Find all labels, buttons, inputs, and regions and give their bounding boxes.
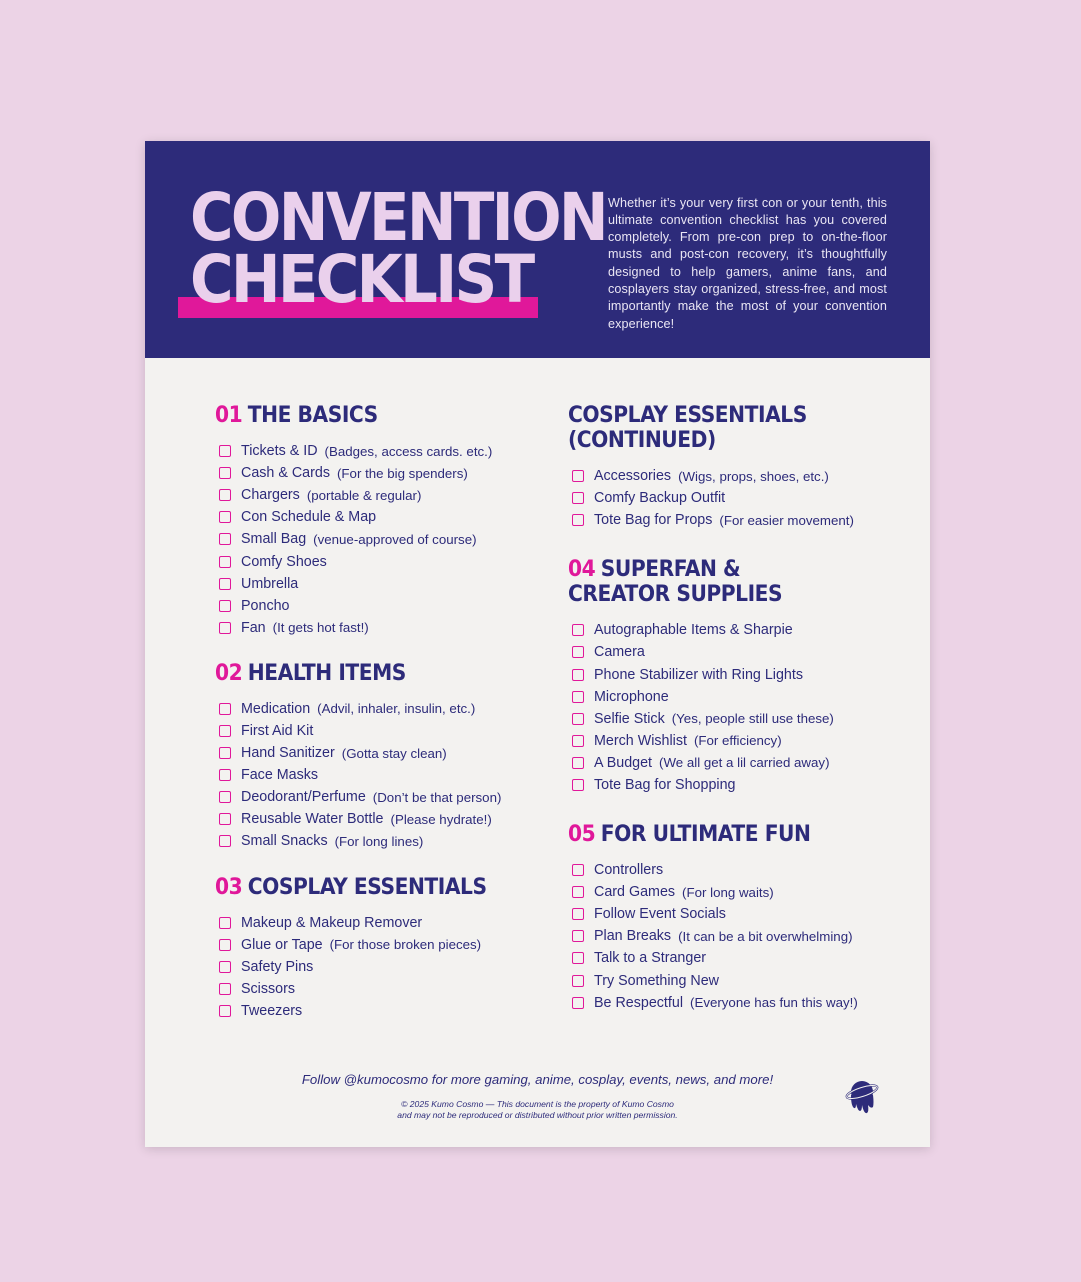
checkbox[interactable]	[219, 725, 231, 737]
section-fun	[568, 822, 908, 1014]
checklist-item	[568, 509, 908, 531]
checkbox[interactable]	[572, 997, 584, 1009]
checkbox[interactable]	[219, 467, 231, 479]
item-label: Small Snacks	[241, 833, 328, 850]
header-banner	[145, 141, 930, 358]
title-line-1: CONVENTION	[190, 179, 606, 256]
item-note: (It can be a bit overwhelming)	[678, 928, 853, 944]
checkbox[interactable]	[572, 886, 584, 898]
checklist	[215, 698, 555, 853]
checklist-item	[568, 947, 908, 969]
title-line-2: CHECKLIST	[190, 241, 533, 318]
checkbox[interactable]	[572, 952, 584, 964]
item-note: (Don’t be that person)	[372, 789, 502, 805]
item-note: (Advil, inhaler, insulin, etc.)	[317, 701, 476, 717]
item-label: Tickets & ID	[241, 443, 318, 460]
item-label: Fan	[241, 619, 266, 636]
checklist-item	[568, 903, 908, 925]
section-number: 02	[215, 660, 243, 686]
item-label: Card Games	[594, 884, 676, 901]
checklist-item	[215, 912, 555, 934]
checklist-item	[215, 720, 555, 742]
item-note: (portable & regular)	[306, 487, 422, 503]
item-label: Deodorant/Perfume	[241, 789, 366, 806]
item-note: (For efficiency)	[693, 733, 782, 749]
checkbox[interactable]	[572, 470, 584, 482]
item-note: (We all get a lil carried away)	[659, 755, 830, 771]
section-title-line-1: COSPLAY ESSENTIALS	[568, 403, 807, 428]
checklist-item	[215, 956, 555, 978]
checkbox[interactable]	[572, 492, 584, 504]
item-note: (For easier movement)	[719, 512, 854, 528]
checkbox[interactable]	[219, 703, 231, 715]
item-label: Merch Wishlist	[594, 732, 687, 749]
item-label: Comfy Shoes	[241, 553, 327, 570]
item-label: Chargers	[241, 487, 300, 504]
checklist-sheet	[145, 141, 930, 1147]
section-heading	[215, 875, 528, 900]
right-column	[568, 403, 908, 1032]
item-label: Tweezers	[241, 1002, 303, 1019]
checklist-item	[568, 752, 908, 774]
copyright-line-2: and may not be reproduced or distributed without prior written permission.	[397, 1109, 678, 1120]
checkbox[interactable]	[572, 975, 584, 987]
item-note: (Everyone has fun this way!)	[690, 995, 858, 1011]
section-title: THE BASICS	[247, 403, 378, 428]
checkbox[interactable]	[219, 961, 231, 973]
title-block	[178, 179, 606, 325]
intro-paragraph: Whether it’s your very first con or your tenth, this ultimate convention checklist has you covered completely. From pre-con prep to on-the-floor musts and post-con recovery, it’s thoughtfully designed to help gamers, anime fans, and cosplayers stay organized, stress-free, and most importantly make the most of your convention experience!	[608, 195, 887, 331]
checklist-item	[215, 506, 555, 528]
checkbox[interactable]	[219, 533, 231, 545]
section-heading	[568, 557, 881, 607]
item-label: Talk to a Stranger	[594, 950, 707, 967]
item-note: (It gets hot fast!)	[272, 620, 369, 636]
checklist-item	[568, 708, 908, 730]
checkbox[interactable]	[219, 600, 231, 612]
section-title-line-2: CREATOR SUPPLIES	[568, 582, 783, 608]
checklist-item	[215, 528, 555, 550]
checklist-item	[215, 595, 555, 617]
checklist-item	[215, 1000, 555, 1022]
checklist	[568, 619, 908, 796]
section-title-line-2: (CONTINUED)	[568, 428, 716, 453]
checklist-item	[215, 830, 555, 852]
checklist-item	[568, 663, 908, 685]
item-label: Scissors	[241, 980, 296, 997]
checkbox[interactable]	[572, 691, 584, 703]
section-number: 04	[568, 557, 596, 583]
checklist-item	[215, 484, 555, 506]
checklist-item	[568, 641, 908, 663]
item-label: Tote Bag for Shopping	[594, 776, 736, 793]
item-label: Cash & Cards	[241, 465, 330, 482]
section-title: COSPLAY ESSENTIALS	[247, 874, 487, 900]
checkbox[interactable]	[219, 578, 231, 590]
checklist-item	[568, 970, 908, 992]
item-label: Glue or Tape	[241, 936, 323, 953]
item-label: Makeup & Makeup Remover	[241, 914, 423, 931]
checklist-item	[215, 573, 555, 595]
checkbox[interactable]	[219, 1005, 231, 1017]
item-note: (Wigs, props, shoes, etc.)	[678, 468, 829, 484]
checklist	[568, 465, 908, 531]
item-label: A Budget	[594, 754, 653, 771]
footer-follow-text: Follow @kumocosmo for more gaming, anime, cosplay, events, news, and more!	[301, 1072, 774, 1087]
checkbox[interactable]	[572, 908, 584, 920]
item-label: Plan Breaks	[594, 928, 672, 945]
checkbox[interactable]	[572, 930, 584, 942]
item-label: Autographable Items & Sharpie	[594, 622, 793, 639]
section-basics	[215, 403, 555, 639]
checklist-item	[215, 934, 555, 956]
checklist-item	[215, 978, 555, 1000]
section-title: HEALTH ITEMS	[247, 660, 406, 686]
item-label: Con Schedule & Map	[241, 509, 377, 526]
checkbox[interactable]	[219, 511, 231, 523]
checklist-item	[215, 808, 555, 830]
copyright-line-1: © 2025 Kumo Cosmo — This document is the property of Kumo Cosmo	[401, 1099, 674, 1109]
left-column	[215, 403, 555, 1040]
item-label: Try Something New	[594, 972, 720, 989]
checklist-item	[568, 925, 908, 947]
checklist	[215, 440, 555, 639]
checkbox[interactable]	[219, 917, 231, 929]
item-label: Tote Bag for Props	[594, 512, 713, 529]
section-number: 01	[215, 403, 243, 428]
section-title: FOR ULTIMATE FUN	[600, 822, 811, 848]
item-note: (For the big spenders)	[337, 465, 468, 481]
checkbox[interactable]	[219, 445, 231, 457]
checkbox[interactable]	[572, 669, 584, 681]
checkbox[interactable]	[572, 624, 584, 636]
footer-copyright	[145, 1099, 930, 1120]
item-label: Reusable Water Bottle	[241, 811, 384, 828]
checkbox[interactable]	[219, 939, 231, 951]
item-note: (For long lines)	[334, 833, 424, 849]
item-note: (venue-approved of course)	[313, 531, 477, 547]
item-label: First Aid Kit	[241, 722, 314, 739]
checkbox[interactable]	[219, 556, 231, 568]
checklist-item	[568, 465, 908, 487]
checkbox[interactable]	[219, 791, 231, 803]
checklist-item	[215, 742, 555, 764]
checkbox[interactable]	[572, 779, 584, 791]
item-note: (Please hydrate!)	[390, 811, 492, 827]
checkbox[interactable]	[219, 622, 231, 634]
item-label: Safety Pins	[241, 958, 314, 975]
item-label: Controllers	[594, 862, 664, 879]
section-heading	[568, 403, 881, 453]
checklist	[568, 859, 908, 1014]
checklist-item	[215, 698, 555, 720]
section-heading	[568, 822, 881, 847]
checkbox[interactable]	[572, 864, 584, 876]
checklist-item	[215, 786, 555, 808]
checkbox[interactable]	[572, 735, 584, 747]
checkbox[interactable]	[219, 747, 231, 759]
checklist-item	[568, 774, 908, 796]
checklist-item	[568, 881, 908, 903]
checkbox[interactable]	[572, 514, 584, 526]
item-label: Phone Stabilizer with Ring Lights	[594, 666, 804, 683]
item-label: Umbrella	[241, 575, 299, 592]
item-label: Small Bag	[241, 531, 307, 548]
checkbox[interactable]	[219, 769, 231, 781]
section-heading	[215, 403, 528, 428]
checkbox[interactable]	[219, 983, 231, 995]
section-cosplay	[215, 875, 555, 1022]
item-label: Microphone	[594, 688, 669, 705]
item-label: Face Masks	[241, 767, 319, 784]
item-label: Accessories	[594, 468, 672, 485]
checklist-item	[568, 730, 908, 752]
section-health	[215, 661, 555, 853]
checklist-item	[215, 462, 555, 484]
checkbox[interactable]	[219, 813, 231, 825]
checklist-item	[568, 859, 908, 881]
section-title-line-1: SUPERFAN &	[600, 557, 741, 583]
item-label: Follow Event Socials	[594, 906, 726, 923]
item-label: Medication	[241, 700, 311, 717]
checkbox[interactable]	[219, 489, 231, 501]
item-note: (For those broken pieces)	[329, 937, 482, 953]
planet-drip-logo-icon	[845, 1076, 879, 1116]
item-label: Poncho	[241, 597, 290, 614]
checklist-item	[568, 619, 908, 641]
checklist-item	[568, 686, 908, 708]
checklist	[215, 912, 555, 1022]
checkbox[interactable]	[219, 835, 231, 847]
section-number: 05	[568, 822, 596, 848]
checklist-item	[215, 550, 555, 572]
checkbox[interactable]	[572, 757, 584, 769]
item-label: Hand Sanitizer	[241, 745, 335, 762]
section-superfan	[568, 557, 908, 796]
item-label: Selfie Stick	[594, 710, 665, 727]
checklist-item	[568, 992, 908, 1014]
checklist-item	[215, 440, 555, 462]
item-note: (For long waits)	[682, 884, 774, 900]
item-label: Camera	[594, 644, 645, 661]
checklist-item	[215, 764, 555, 786]
item-note: (Yes, people still use these)	[671, 711, 834, 727]
item-note: (Badges, access cards. etc.)	[324, 443, 493, 459]
checkbox[interactable]	[572, 713, 584, 725]
section-heading	[215, 661, 528, 686]
section-number: 03	[215, 874, 243, 900]
item-label: Comfy Backup Outfit	[594, 490, 726, 507]
section-cosplay-continued	[568, 403, 908, 531]
checkbox[interactable]	[572, 646, 584, 658]
item-note: (Gotta stay clean)	[341, 745, 447, 761]
checklist-item	[568, 487, 908, 509]
item-label: Be Respectful	[594, 994, 684, 1011]
checklist-item	[215, 617, 555, 639]
